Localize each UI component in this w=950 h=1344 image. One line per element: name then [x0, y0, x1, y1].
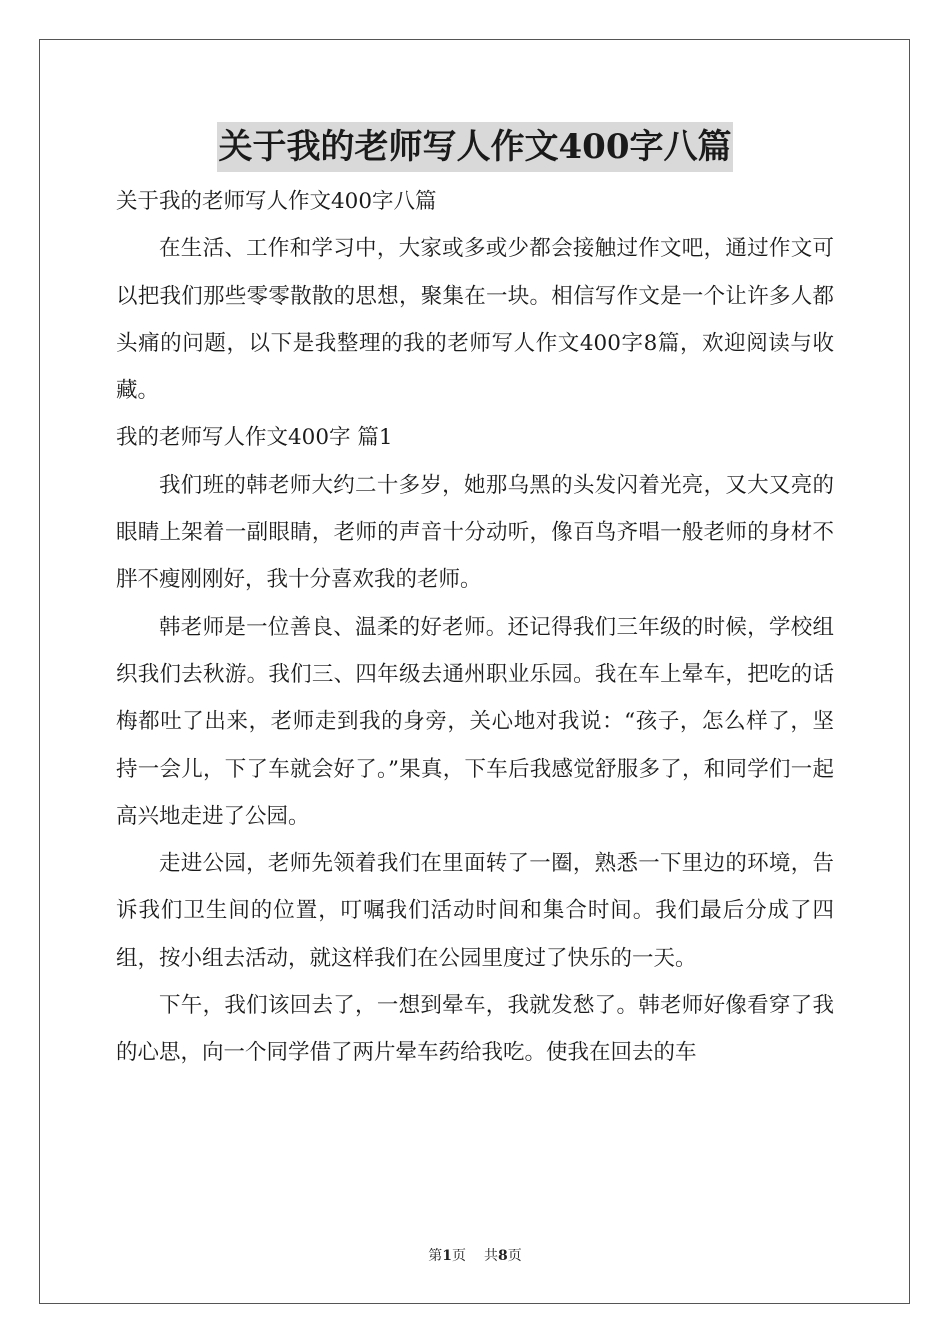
page-prefix: 第	[428, 1248, 443, 1264]
body-paragraph: 下午，我们该回去了，一想到晕车，我就发愁了。韩老师好像看穿了我的心思，向一个同学借了两片晕车药给我吃。使我在回去的车	[116, 993, 834, 1066]
total-pages: 8	[498, 1248, 508, 1264]
total-prefix: 共	[484, 1248, 498, 1264]
document-body	[116, 178, 834, 1077]
body-paragraph: 走进公园，老师先领着我们在里面转了一圈，熟悉一下里边的环境，告诉我们卫生间的位置，叮嘱我们活动时间和集合时间。我们最后分成了四组，按小组去活动，就这样我们在公园里度过了快乐的一天。	[116, 851, 834, 971]
document-title: 关于我的老师写人作文400字八篇	[217, 122, 734, 172]
body-paragraph: 韩老师是一位善良、温柔的好老师。还记得我们三年级的时候，学校组织我们去秋游。我们三、四年级去通州职业乐园。我在车上晕车，把吃的话梅都吐了出来，老师走到我的身旁，关心地对我说：“孩子，怎么样了，坚持一会儿，下了车就会好了。”果真，下车后我感觉舒服多了，和同学们一起高兴地走进了公园。	[116, 614, 834, 829]
title-container	[0, 122, 950, 172]
total-suffix: 页	[507, 1248, 522, 1264]
body-paragraph: 在生活、工作和学习中，大家或多或少都会接触过作文吧，通过作文可以把我们那些零零散散的思想，聚集在一块。相信写作文是一个让许多人都头痛的问题，以下是我整理的我的老师写人作文400字8篇，欢迎阅读与收藏。	[116, 236, 834, 404]
subtitle-line: 关于我的老师写人作文400字八篇	[116, 189, 437, 214]
page-suffix: 页	[452, 1248, 466, 1264]
page-number: 1	[442, 1248, 452, 1264]
body-paragraph: 我们班的韩老师大约二十多岁，她那乌黑的头发闪着光亮，又大又亮的眼睛上架着一副眼睛，老师的声音十分动听，像百鸟齐唱一般老师的身材不胖不瘦刚刚好，我十分喜欢我的老师。	[116, 472, 834, 593]
page-footer	[0, 1246, 950, 1266]
section-heading: 我的老师写人作文400字 篇1	[116, 425, 393, 451]
